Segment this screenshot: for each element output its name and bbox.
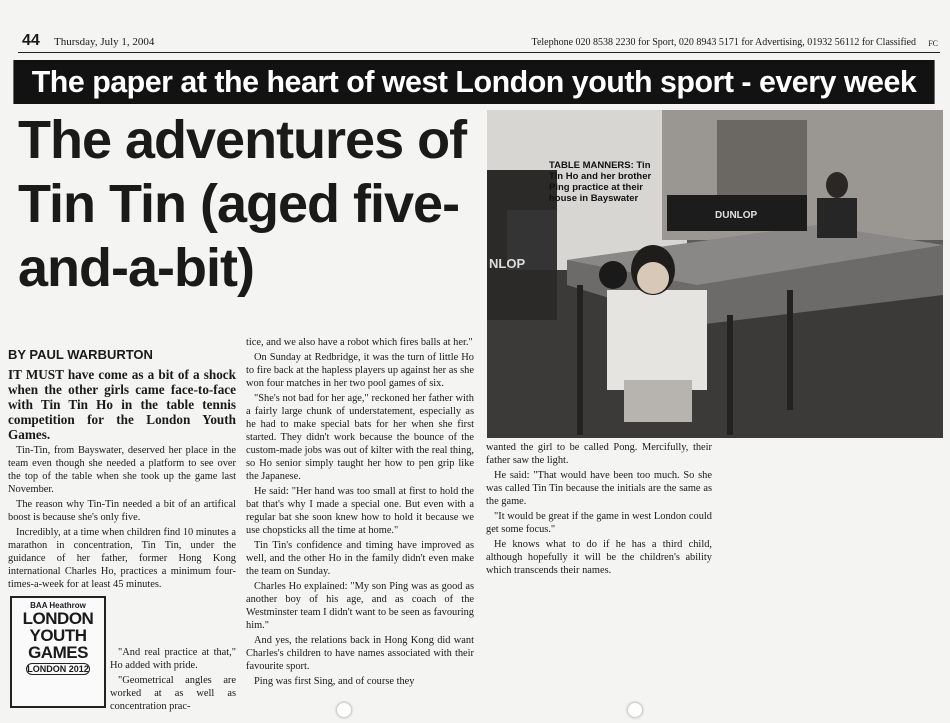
table-signage: DUNLOP (715, 210, 758, 221)
photo-caption: TABLE MANNERS: Tin Tin Ho and her brother Ping practice at their house in Bayswater (549, 160, 652, 204)
edition-code: FC (928, 39, 938, 48)
logo-sponsor: BAA Heathrow (30, 601, 86, 610)
paragraph: Tin-Tin, from Bayswater, deserved her place in the team even though she needed a platform to see over the top of the table when she took up the game last November. (8, 445, 236, 495)
paragraph: On Sunday at Redbridge, it was the turn of little Ho to fire back at the hapless players up against her as she won four matches in her two pool games of six. (246, 352, 474, 389)
column-1-wrap (110, 646, 236, 715)
london-youth-games-logo (10, 596, 106, 708)
column-1 (8, 367, 236, 593)
paragraph: wanted the girl to be called Pong. Mercifully, their father saw the light. (486, 442, 712, 466)
logo-city (26, 663, 90, 675)
column-3 (486, 441, 712, 579)
logo-line: LONDON (22, 609, 94, 628)
logo-year: 2012 (68, 664, 89, 674)
contact-numbers: Telephone 020 8538 2230 for Sport, 020 8943 5171 for Advertising, 01932 56112 for Classified (531, 37, 916, 48)
byline: BY PAUL WARBURTON (8, 347, 153, 362)
column-2 (246, 336, 474, 690)
paragraph: Incredibly, at a time when children find 10 minutes a marathon in concentration, Tin Tin, under the guidance of her father, former Hong Kong international Charles Ho, practices a minimum four-times-a-week for at least 45 minutes. (8, 527, 236, 590)
banner-signage: NLOP (489, 256, 526, 271)
paragraph: He knows what to do if he has a third child, although hopefully it will be the children's ability which transcends their names. (486, 539, 712, 576)
publication-date: Thursday, July 1, 2004 (54, 36, 155, 48)
paragraph: The reason why Tin-Tin needed a bit of an artifical boost is because she's only five. (8, 499, 236, 523)
paragraph: Ping was first Sing, and of course they (254, 676, 415, 687)
article-headline: The adventures of Tin Tin (aged five-and-a-bit) (18, 110, 467, 298)
paragraph: tice, and we also have a robot which fires balls at her." (246, 337, 473, 348)
article-lede: IT MUST have come as a bit of a shock when the other girls came face-to-face with Tin Tin Ho in the table tennis competition for the London Youth Games. (8, 367, 236, 442)
paragraph: Tin Tin's confidence and timing have improved as well, and the other Ho in the family didn't even make the team on Sunday. (246, 540, 474, 577)
section-banner: The paper at the heart of west London youth sport - every week (13, 60, 934, 104)
logo-line: YOUTH (29, 626, 87, 645)
logo-line: GAMES (28, 643, 88, 662)
paragraph: "And real practice at that," Ho added with pride. (110, 647, 236, 671)
logo-city-label: LONDON (27, 664, 67, 674)
paragraph: He said: "That would have been too much. So she was called Tin Tin because the initials are the same as the game. (486, 470, 712, 507)
paragraph: And yes, the relations back in Hong Kong did want Charles's children to have names associated with their favourite sport. (246, 635, 474, 672)
page-number: 44 (22, 32, 40, 49)
page-header (18, 30, 940, 53)
paragraph: "Geometrical angles are worked at as well as concentration prac- (110, 675, 236, 712)
paragraph: "She's not bad for her age," reckoned her father with a fairly large chunk of understatement, especially as he had to make special bats for her when she first started. They didn't work because the bounce of the custom-made jobs was out of kilter with the real thing, so Ho senior simply taught her how to pen grip like the Japanese. (246, 393, 474, 482)
punch-hole (337, 703, 351, 717)
paragraph: Charles Ho explained: "My son Ping was as good as another boy of his age, and as coach of the Westminster team I didn't want to be seen as favouring him." (246, 581, 474, 631)
punch-hole (628, 703, 642, 717)
paragraph: He said: "Her hand was too small at first to hold the bat that's why I made a special one. But even with a regular bat she soon knew how to hold it because we use chopsticks all the time at home." (246, 486, 474, 536)
paragraph: "It would be great if the game in west London could get some focus." (486, 511, 712, 535)
